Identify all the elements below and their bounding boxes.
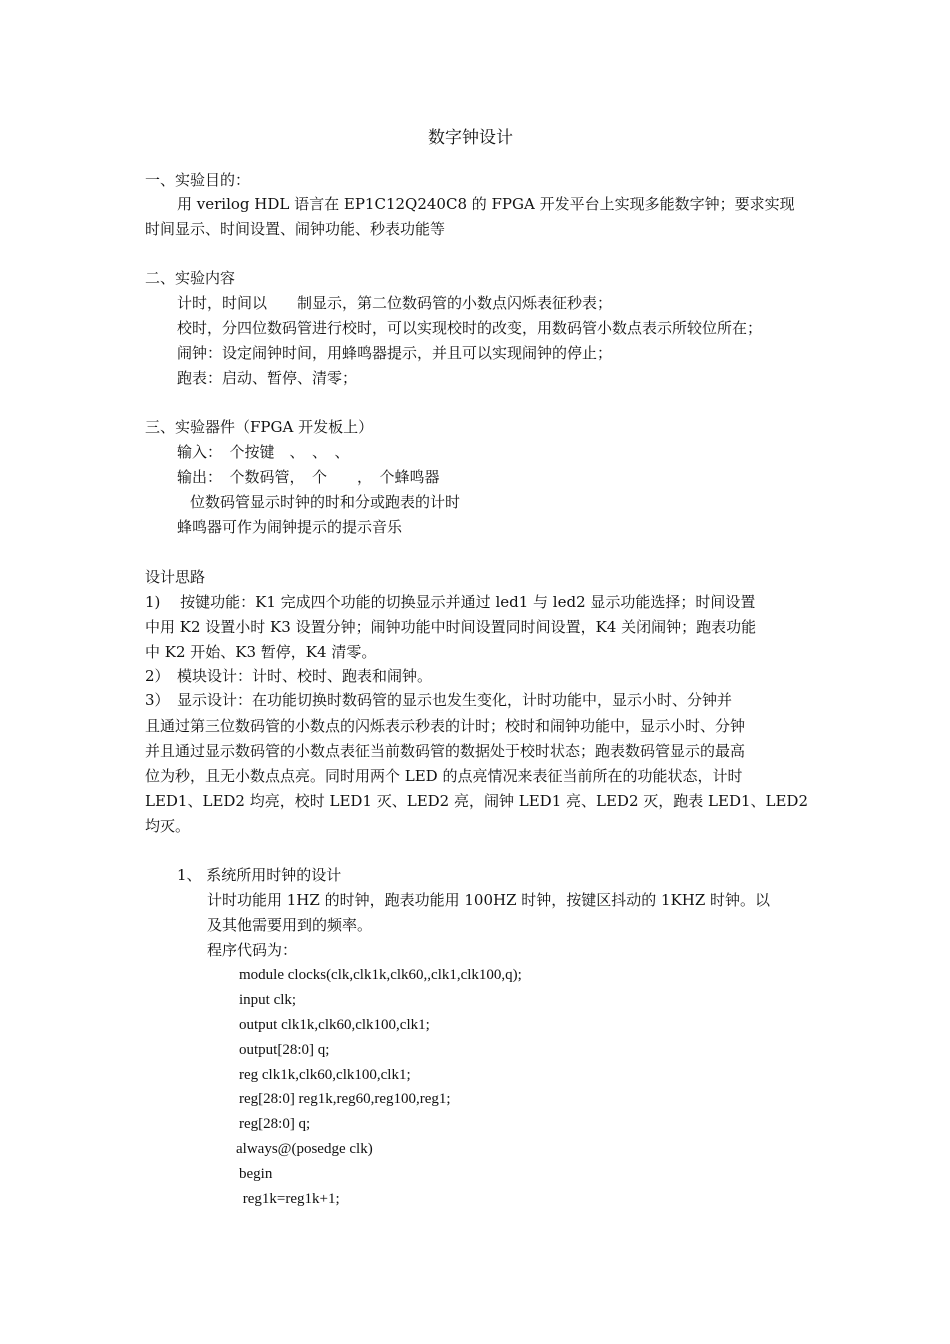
- purpose-text-line: 时间显示、时间设置、闹钟功能、秒表功能等: [145, 220, 446, 238]
- code-line: input clk;: [239, 992, 297, 1008]
- content-line: 闹钟：设定闹钟时间，用蜂鸣器提示，并且可以实现闹钟的停止；: [177, 344, 613, 362]
- code-line: reg1k=reg1k+1;: [239, 1191, 340, 1207]
- code-line: output[28:0] q;: [239, 1042, 330, 1058]
- devices-line: 蜂鸣器可作为闹钟提示的提示音乐: [177, 518, 403, 536]
- design-line: 中用 K2 设置小时 K3 设置分钟；闹钟功能中时间设置同时间设置，K4 关闭闹钟；跑表功能: [145, 618, 757, 636]
- content-line: 跑表：启动、暂停、清零；: [177, 369, 358, 387]
- code-line: reg clk1k,clk60,clk100,clk1;: [239, 1067, 411, 1083]
- code-line: output clk1k,clk60,clk100,clk1;: [239, 1017, 430, 1033]
- devices-line: 输出： 个数码管， 个 ， 个蜂鸣器: [177, 468, 440, 486]
- purpose-heading: 一、实验目的：: [145, 171, 251, 189]
- design-line: 中 K2 开始、K3 暂停，K4 清零。: [145, 643, 377, 661]
- design-line: 1) 按键功能：K1 完成四个功能的切换显示并通过 led1 与 led2 显示功能选择；时间设置: [145, 593, 756, 611]
- purpose-text-line: 用 verilog HDL 语言在 EP1C12Q240C8 的 FPGA 开发平台上实现多能数字钟；要求实现: [177, 195, 795, 213]
- design-line: 并且通过显示数码管的小数点表征当前数码管的数据处于校时状态；跑表数码管显示的最高: [145, 742, 746, 760]
- design-line: 位为秒，且无小数点点亮。同时用两个 LED 的点亮情况来表征当前所在的功能状态，计时: [145, 767, 743, 785]
- design-line: 均灭。: [145, 817, 191, 835]
- clock-line: 及其他需要用到的频率。: [207, 916, 373, 934]
- content-heading: 二、实验内容: [145, 269, 236, 287]
- document-title: 数字钟设计: [428, 128, 513, 148]
- design-line: 2） 模块设计：计时、校时、跑表和闹钟。: [145, 667, 433, 685]
- code-line: reg[28:0] reg1k,reg60,reg100,reg1;: [239, 1091, 451, 1107]
- content-line: 计时，时间以 制显示，第二位数码管的小数点闪烁表征秒表；: [177, 294, 613, 312]
- clock-line: 程序代码为：: [207, 941, 298, 959]
- code-line: begin: [239, 1166, 273, 1182]
- content-line: 校时，分四位数码管进行校时，可以实现校时的改变，用数码管小数点表示所较位所在；: [177, 319, 763, 337]
- design-line: LED1、LED2 均亮，校时 LED1 灭、LED2 亮，闹钟 LED1 亮、LED2 灭，跑表 LED1、LED2: [145, 792, 808, 810]
- clock-heading: 1、 系统所用时钟的设计: [177, 866, 342, 884]
- design-heading: 设计思路: [145, 568, 206, 586]
- code-line: always@(posedge clk): [236, 1141, 373, 1157]
- design-line: 且通过第三位数码管的小数点的闪烁表示秒表的计时；校时和闹钟功能中，显示小时、分钟: [145, 717, 746, 735]
- devices-line: 输入： 个按键 、 、 、: [177, 443, 350, 461]
- devices-heading: 三、实验器件（FPGA 开发板上）: [145, 418, 374, 436]
- design-line: 3） 显示设计：在功能切换时数码管的显示也发生变化，计时功能中，显示小时、分钟并: [145, 691, 733, 709]
- clock-line: 计时功能用 1HZ 的时钟，跑表功能用 100HZ 时钟，按键区抖动的 1KHZ 时钟。以: [207, 891, 771, 909]
- code-line: reg[28:0] q;: [239, 1116, 311, 1132]
- devices-line: 位数码管显示时钟的时和分或跑表的计时: [190, 493, 461, 511]
- code-line: module clocks(clk,clk1k,clk60,,clk1,clk100,q);: [239, 967, 522, 983]
